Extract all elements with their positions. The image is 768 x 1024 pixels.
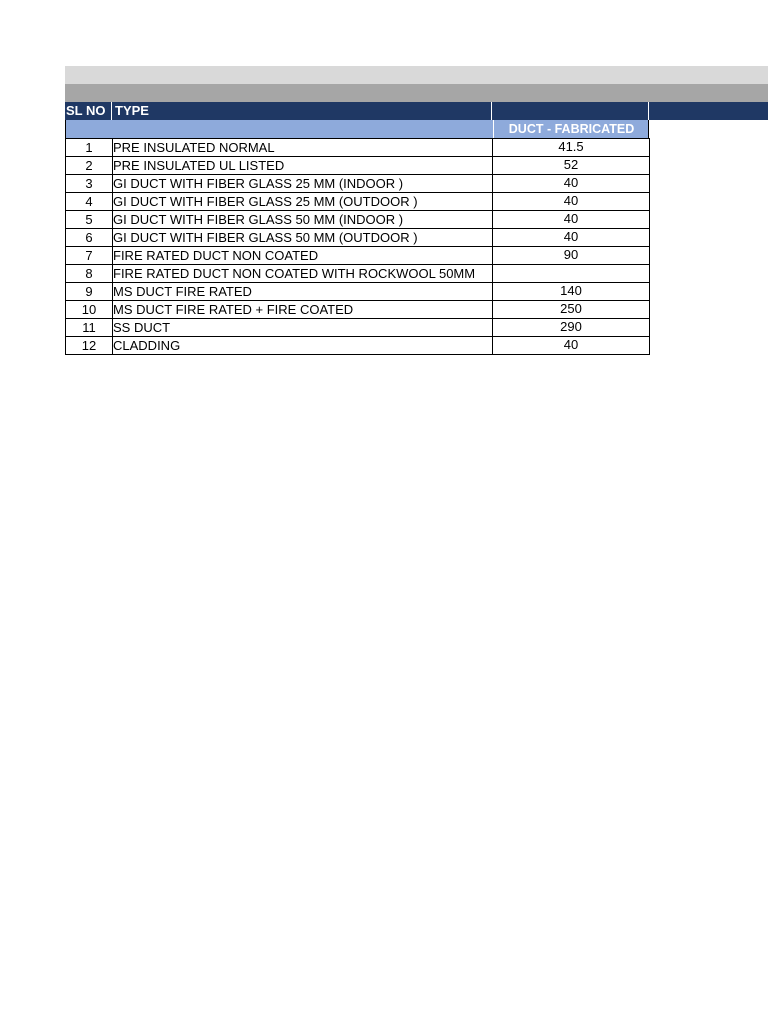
sl-no-cell: 9 — [66, 283, 113, 301]
header-value — [492, 102, 649, 120]
table-subheader-row — [65, 120, 649, 138]
header-type: TYPE — [112, 102, 492, 120]
value-cell: 290 — [493, 319, 650, 337]
type-cell: MS DUCT FIRE RATED — [113, 283, 493, 301]
value-cell: 40 — [493, 229, 650, 247]
table-row — [66, 229, 650, 247]
type-cell: FIRE RATED DUCT NON COATED — [113, 247, 493, 265]
type-cell: PRE INSULATED UL LISTED — [113, 157, 493, 175]
sl-no-cell: 4 — [66, 193, 113, 211]
value-cell: 40 — [493, 175, 650, 193]
type-cell: GI DUCT WITH FIBER GLASS 25 MM (OUTDOOR ) — [113, 193, 493, 211]
table-row — [66, 175, 650, 193]
subheader-duct-fabricated: DUCT - FABRICATED — [493, 120, 649, 138]
value-cell: 140 — [493, 283, 650, 301]
sl-no-cell: 6 — [66, 229, 113, 247]
sl-no-cell: 1 — [66, 139, 113, 157]
table-row — [66, 193, 650, 211]
sl-no-cell: 3 — [66, 175, 113, 193]
type-cell: GI DUCT WITH FIBER GLASS 50 MM (INDOOR ) — [113, 211, 493, 229]
value-cell: 40 — [493, 193, 650, 211]
sl-no-cell: 10 — [66, 301, 113, 319]
type-cell: PRE INSULATED NORMAL — [113, 139, 493, 157]
table-row — [66, 265, 650, 283]
duct-rates-table — [65, 138, 650, 355]
table-header-row — [65, 102, 768, 120]
table-row — [66, 247, 650, 265]
title-band-mid — [65, 84, 768, 102]
value-cell: 52 — [493, 157, 650, 175]
header-sl-no: SL NO — [65, 102, 112, 120]
type-cell: MS DUCT FIRE RATED + FIRE COATED — [113, 301, 493, 319]
type-cell: GI DUCT WITH FIBER GLASS 25 MM (INDOOR ) — [113, 175, 493, 193]
table-row — [66, 211, 650, 229]
table-row — [66, 319, 650, 337]
sl-no-cell: 5 — [66, 211, 113, 229]
sl-no-cell: 11 — [66, 319, 113, 337]
table-row — [66, 157, 650, 175]
type-cell: FIRE RATED DUCT NON COATED WITH ROCKWOOL 50MM — [113, 265, 493, 283]
sl-no-cell: 2 — [66, 157, 113, 175]
table-row — [66, 301, 650, 319]
sl-no-cell: 12 — [66, 337, 113, 355]
sl-no-cell: 8 — [66, 265, 113, 283]
type-cell: SS DUCT — [113, 319, 493, 337]
table-row — [66, 283, 650, 301]
sl-no-cell: 7 — [66, 247, 113, 265]
value-cell: 90 — [493, 247, 650, 265]
table-row — [66, 139, 650, 157]
type-cell: GI DUCT WITH FIBER GLASS 50 MM (OUTDOOR ) — [113, 229, 493, 247]
value-cell: 41.5 — [493, 139, 650, 157]
value-cell: 40 — [493, 211, 650, 229]
value-cell: 250 — [493, 301, 650, 319]
value-cell — [493, 265, 650, 283]
title-band-light — [65, 66, 768, 84]
type-cell: CLADDING — [113, 337, 493, 355]
table-row — [66, 337, 650, 355]
value-cell: 40 — [493, 337, 650, 355]
